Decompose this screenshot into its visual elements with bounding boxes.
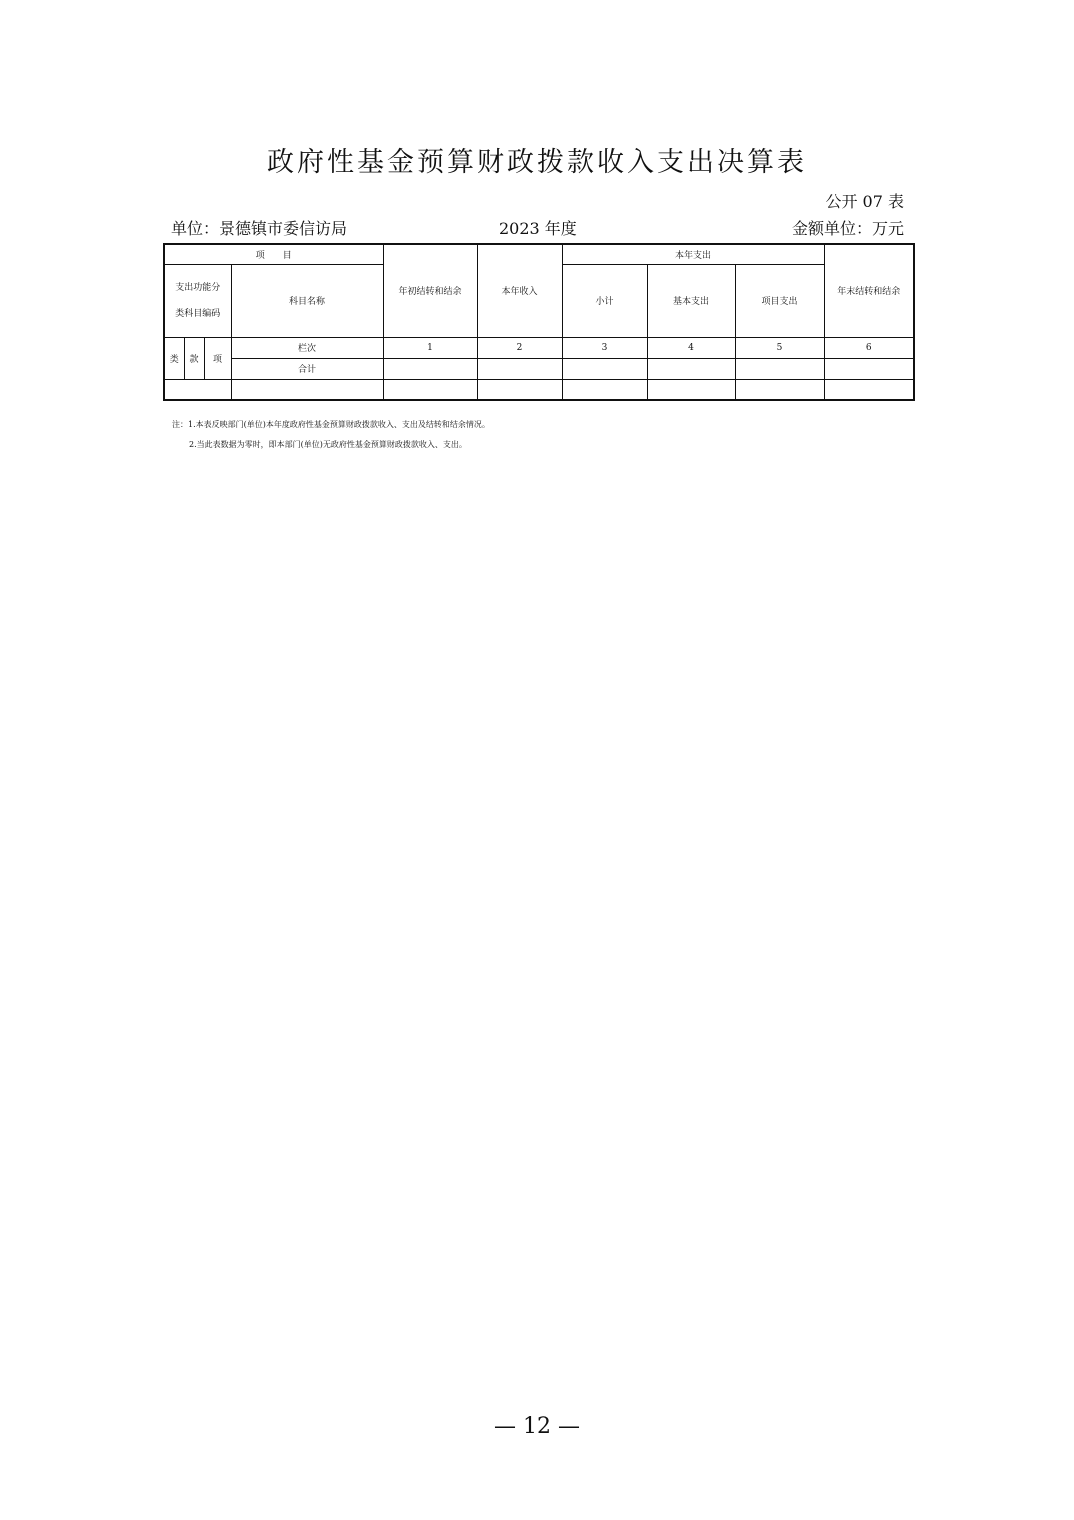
column-order-row (164, 337, 914, 358)
xiang-header: 项 (204, 337, 231, 379)
subtotal-header: 小计 (562, 264, 647, 337)
blank-cell-3 (562, 379, 647, 400)
total-cell-4 (647, 358, 735, 379)
function-code-line-2: 类科目编码 (175, 308, 221, 319)
unit-label: 单位：景德镇市委信访局 (171, 219, 348, 238)
total-row (164, 358, 914, 379)
blank-cell-6 (824, 379, 914, 400)
basic-expense-header: 基本支出 (647, 264, 735, 337)
note-2: 2.当此表数据为零时，即本部门(单位)无政府性基金预算财政拨款收入、支出。 (189, 440, 467, 449)
column-number-5: 5 (735, 337, 824, 358)
total-cell-3 (562, 358, 647, 379)
expense-this-year-header: 本年支出 (562, 244, 824, 264)
meta-row (163, 216, 912, 240)
blank-code-cell (164, 379, 231, 400)
subject-name-header: 科目名称 (231, 264, 383, 337)
kuan-header: 款 (184, 337, 204, 379)
document-title: 政府性基金预算财政拨款收入支出决算表 (267, 147, 807, 178)
blank-cell-4 (647, 379, 735, 400)
total-cell-5 (735, 358, 824, 379)
function-code-header (164, 264, 231, 337)
form-code: 公开 07 表 (825, 192, 904, 211)
blank-cell-5 (735, 379, 824, 400)
page-number: — 12 — (494, 1414, 580, 1439)
total-label: 合计 (231, 358, 383, 379)
project-expense-header: 项目支出 (735, 264, 824, 337)
blank-row (164, 379, 914, 400)
total-cell-1 (383, 358, 477, 379)
header-row-1 (164, 244, 914, 264)
closing-balance-header: 年末结转和结余 (824, 244, 914, 337)
project-header: 项 目 (164, 244, 383, 264)
column-number-4: 4 (647, 337, 735, 358)
blank-name-cell (231, 379, 383, 400)
total-cell-2 (477, 358, 562, 379)
column-order-label: 栏次 (231, 337, 383, 358)
column-number-6: 6 (824, 337, 914, 358)
budget-table (163, 243, 915, 401)
year-label: 2023 年度 (499, 219, 577, 238)
column-number-1: 1 (383, 337, 477, 358)
amount-unit-label: 金额单位：万元 (791, 219, 904, 238)
opening-balance-header: 年初结转和结余 (383, 244, 477, 337)
function-code-line-1: 支出功能分 (175, 282, 221, 293)
blank-cell-1 (383, 379, 477, 400)
column-number-2: 2 (477, 337, 562, 358)
notes (172, 415, 490, 455)
column-number-3: 3 (562, 337, 647, 358)
note-1: 注：1.本表反映部门(单位)本年度政府性基金预算财政拨款收入、支出及结转和结余情况。 (172, 420, 490, 429)
blank-cell-2 (477, 379, 562, 400)
total-cell-6 (824, 358, 914, 379)
income-this-year-header: 本年收入 (477, 244, 562, 337)
lei-header: 类 (164, 337, 184, 379)
